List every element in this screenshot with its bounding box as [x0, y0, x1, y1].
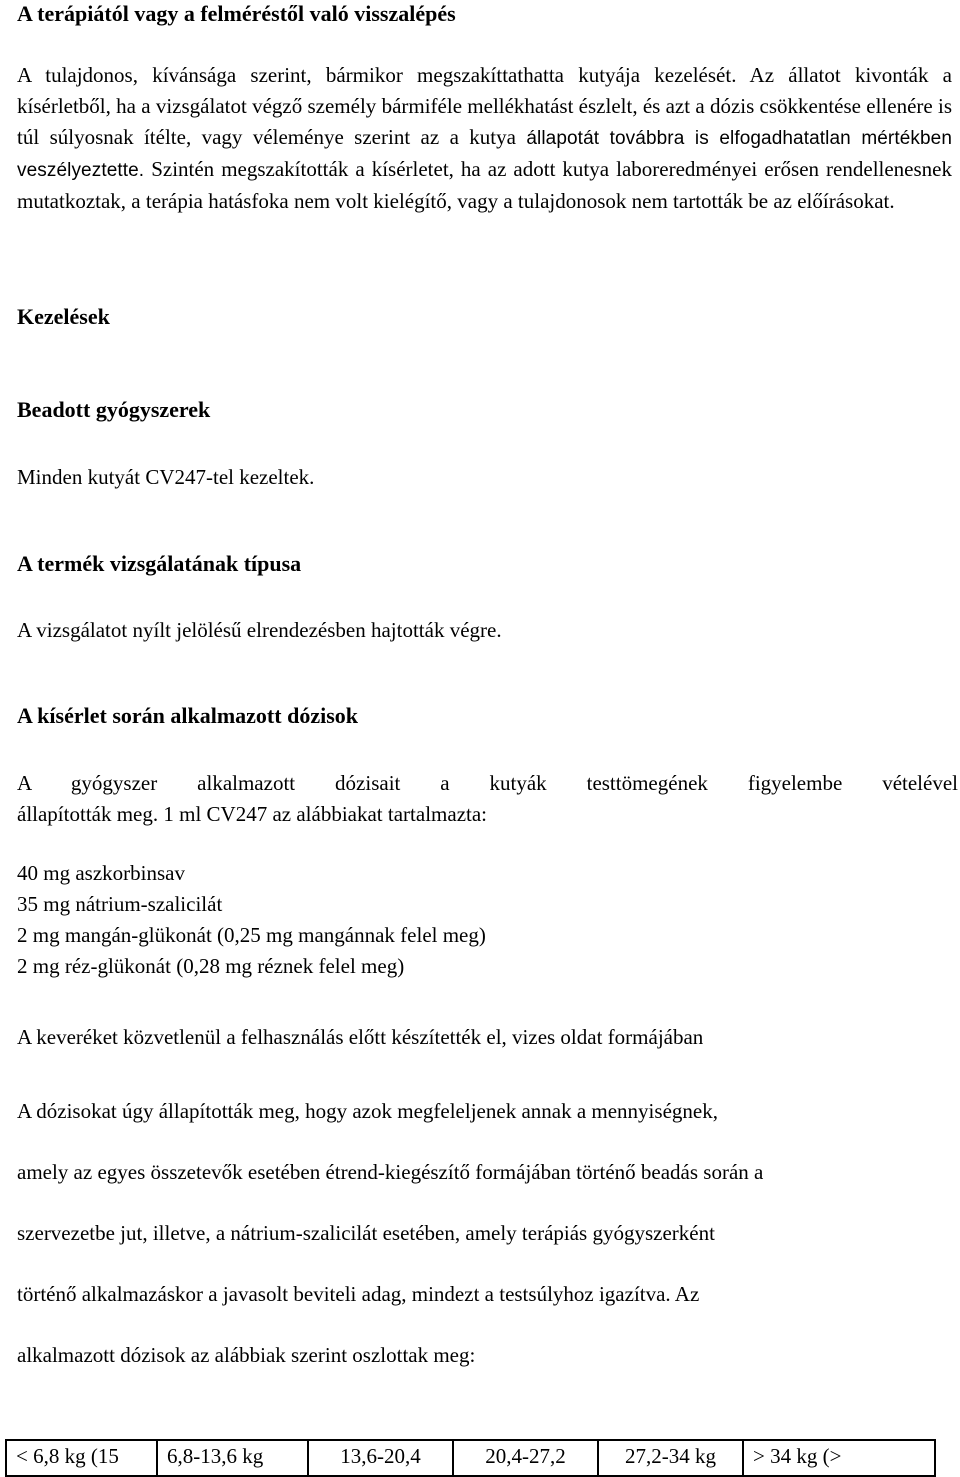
- study-type-heading: A termék vizsgálatának típusa: [17, 551, 302, 576]
- ingredient-item: 40 mg aszkorbinsav: [17, 861, 185, 885]
- table-header-cell: 27,2-34 kg: [598, 1440, 743, 1476]
- ingredient-item: 35 mg nátrium-szalicilát: [17, 892, 223, 916]
- table-header-cell: 20,4-27,2: [453, 1440, 598, 1476]
- withdrawal-text-part2: állapotát továbbra is elfogadhatatlan mértékben veszélyeztette.: [17, 128, 953, 181]
- withdrawal-text-part1: A tulajdonos, kívánsága szerint, bármikor megszakíttathatta kutyája kezelését. Az állatot kivonták a kísérletből, ha a vizsgálatot végző személy bármiféle mellékhatást észlelt, és azt a dózis csökkentése ellenére is túl súlyosnak ítélte, vagy véleménye szerint az a kutya: [17, 63, 952, 149]
- withdrawal-paragraph: [17, 60, 952, 217]
- administered-drugs-text: Minden kutyát CV247-tel kezeltek.: [17, 465, 315, 489]
- study-type-text: A vizsgálatot nyílt jelölésű elrendezésben hajtották végre.: [17, 618, 502, 642]
- dosing-line: A dózisokat úgy állapították meg, hogy azok megfeleljenek annak a mennyiségnek,: [17, 1099, 718, 1123]
- ingredient-item: 2 mg réz-glükonát (0,28 mg réznek felel meg): [17, 954, 405, 978]
- mixture-text: A keveréket közvetlenül a felhasználás előtt készítették el, vizes oldat formájában: [17, 1025, 704, 1049]
- table-header-cell: 13,6-20,4: [308, 1440, 453, 1476]
- ingredient-list: [17, 858, 486, 982]
- dosing-paragraph: [17, 1096, 763, 1401]
- doses-text-line2: állapították meg. 1 ml CV247 az alábbiakat tartalmazta:: [17, 802, 487, 826]
- table-header-cell: < 6,8 kg (15: [6, 1440, 157, 1476]
- administered-drugs-heading: Beadott gyógyszerek: [17, 397, 211, 422]
- ingredient-item: 2 mg mangán-glükonát (0,25 mg mangánnak felel meg): [17, 923, 486, 947]
- doses-paragraph: [17, 768, 958, 830]
- doses-heading: A kísérlet során alkalmazott dózisok: [17, 703, 358, 728]
- withdrawal-text-part3: Szintén megszakították a kísérletet, ha az adott kutya laboreredményei erősen rendellenesnek mutatkoztak, a terápia hatásfoka nem volt kielégítő, vagy a tulajdonosok nem tartották be az előírásokat.: [17, 157, 952, 213]
- dosing-line: alkalmazott dózisok az alábbiak szerint oszlottak meg:: [17, 1343, 476, 1367]
- treatments-heading: Kezelések: [17, 304, 110, 329]
- dosing-line: amely az egyes összetevők esetében étrend-kiegészítő formájában történő beadás során a: [17, 1160, 764, 1184]
- table-header-cell: > 34 kg (>: [743, 1440, 935, 1476]
- doses-text-line1: A gyógyszer alkalmazott dózisait a kutyák testtömegének figyelembe vételével: [17, 771, 958, 795]
- section-title: A terápiától vagy a felméréstől való visszalépés: [17, 1, 456, 26]
- table-header-cell: 6,8-13,6 kg: [157, 1440, 308, 1476]
- dosing-line: szervezetbe jut, illetve, a nátrium-szalicilát esetében, amely terápiás gyógyszerként: [17, 1221, 715, 1245]
- dose-table: [5, 1439, 936, 1477]
- dosing-line: történő alkalmazáskor a javasolt beviteli adag, mindezt a testsúlyhoz igazítva. Az: [17, 1282, 700, 1306]
